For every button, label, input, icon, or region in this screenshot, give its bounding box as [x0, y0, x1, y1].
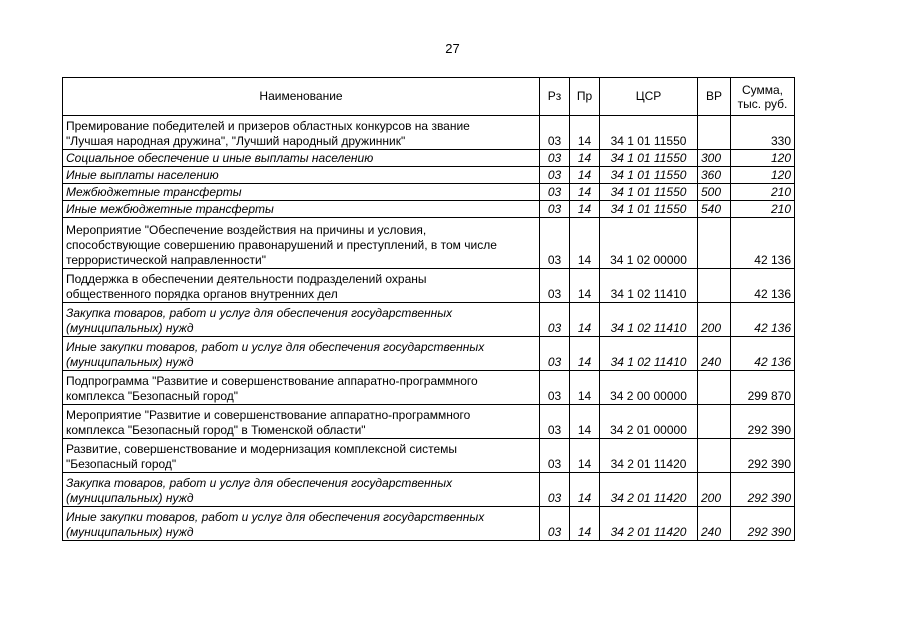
row-name-text: Развитие, совершенствование и модернизация комплексной системы "Безопасный город"	[66, 442, 458, 471]
row-sum-cell: 42 136	[731, 218, 795, 269]
row-sum-cell: 210	[731, 184, 795, 201]
table-row	[63, 303, 795, 337]
row-csr-cell: 34 1 01 11550	[600, 201, 698, 218]
table-row	[63, 167, 795, 184]
row-vr-cell	[698, 218, 731, 269]
row-vr-cell: 540	[698, 201, 731, 218]
row-csr-cell: 34 1 01 11550	[600, 150, 698, 167]
row-name-cell	[63, 201, 540, 218]
row-name-text: Премирование победителей и призеров областных конкурсов на звание "Лучшая народная дружина", "Лучший народный дружинник"	[66, 119, 470, 148]
table-row	[63, 116, 795, 150]
row-vr-cell: 240	[698, 507, 731, 541]
row-sum-cell: 120	[731, 150, 795, 167]
row-csr-cell: 34 1 01 11550	[600, 116, 698, 150]
row-vr-cell: 200	[698, 303, 731, 337]
table-header-row	[63, 78, 795, 116]
row-name-cell	[63, 337, 540, 371]
row-csr-cell: 34 1 02 11410	[600, 269, 698, 303]
row-csr-cell: 34 2 00 00000	[600, 371, 698, 405]
row-sum-cell: 299 870	[731, 371, 795, 405]
table-row	[63, 473, 795, 507]
row-name-text: Иные выплаты населению	[66, 168, 219, 182]
row-rz-cell: 03	[540, 337, 570, 371]
table-row	[63, 218, 795, 269]
row-pr-cell: 14	[570, 269, 600, 303]
row-rz-cell: 03	[540, 269, 570, 303]
table-body	[63, 116, 795, 541]
row-name-cell	[63, 269, 540, 303]
row-name-cell	[63, 116, 540, 150]
row-csr-cell: 34 1 01 11550	[600, 184, 698, 201]
row-vr-cell: 200	[698, 473, 731, 507]
table-row	[63, 439, 795, 473]
row-name-text: Иные закупки товаров, работ и услуг для обеспечения государственных (муниципальных) нужд	[66, 510, 485, 539]
row-csr-cell: 34 1 02 00000	[600, 218, 698, 269]
row-rz-cell: 03	[540, 150, 570, 167]
row-name-text: Закупка товаров, работ и услуг для обеспечения государственных (муниципальных) нужд	[66, 476, 453, 505]
row-name-cell	[63, 218, 540, 269]
row-name-cell	[63, 150, 540, 167]
row-name-text: Закупка товаров, работ и услуг для обеспечения государственных (муниципальных) нужд	[66, 306, 453, 335]
row-rz-cell: 03	[540, 218, 570, 269]
row-name-cell	[63, 405, 540, 439]
row-csr-cell: 34 2 01 11420	[600, 439, 698, 473]
header-pr: Пр	[570, 78, 600, 116]
row-sum-cell: 292 390	[731, 507, 795, 541]
row-rz-cell: 03	[540, 439, 570, 473]
table-row	[63, 201, 795, 218]
row-pr-cell: 14	[570, 218, 600, 269]
table-row	[63, 371, 795, 405]
table-row	[63, 507, 795, 541]
row-vr-cell: 240	[698, 337, 731, 371]
row-vr-cell	[698, 439, 731, 473]
row-name-cell	[63, 303, 540, 337]
header-name: Наименование	[63, 78, 540, 116]
budget-table	[62, 77, 795, 541]
row-sum-cell: 292 390	[731, 439, 795, 473]
header-rz: Рз	[540, 78, 570, 116]
row-sum-cell: 292 390	[731, 405, 795, 439]
row-rz-cell: 03	[540, 371, 570, 405]
table-row	[63, 405, 795, 439]
row-name-text: Поддержка в обеспечении деятельности подразделений охраны общественного порядка органов внутренних дел	[66, 272, 427, 301]
row-rz-cell: 03	[540, 473, 570, 507]
row-vr-cell	[698, 405, 731, 439]
row-csr-cell: 34 1 02 11410	[600, 303, 698, 337]
row-sum-cell: 292 390	[731, 473, 795, 507]
row-vr-cell	[698, 371, 731, 405]
row-pr-cell: 14	[570, 439, 600, 473]
row-pr-cell: 14	[570, 303, 600, 337]
header-csr: ЦСР	[600, 78, 698, 116]
row-csr-cell: 34 2 01 11420	[600, 507, 698, 541]
row-sum-cell: 210	[731, 201, 795, 218]
row-name-cell	[63, 184, 540, 201]
row-name-text: Подпрограмма "Развитие и совершенствование аппаратно-программного комплекса "Безопасный город"	[66, 374, 478, 403]
row-name-text: Межбюджетные трансферты	[66, 185, 242, 199]
row-sum-cell: 120	[731, 167, 795, 184]
table-row	[63, 269, 795, 303]
row-pr-cell: 14	[570, 507, 600, 541]
row-name-text: Социальное обеспечение и иные выплаты населению	[66, 151, 374, 165]
header-sum: Сумма, тыс. руб.	[731, 78, 795, 116]
row-csr-cell: 34 1 02 11410	[600, 337, 698, 371]
row-csr-cell: 34 2 01 11420	[600, 473, 698, 507]
row-csr-cell: 34 2 01 00000	[600, 405, 698, 439]
row-vr-cell: 360	[698, 167, 731, 184]
page-number: 27	[445, 41, 460, 56]
row-pr-cell: 14	[570, 150, 600, 167]
row-name-cell	[63, 507, 540, 541]
row-vr-cell: 500	[698, 184, 731, 201]
row-pr-cell: 14	[570, 473, 600, 507]
row-pr-cell: 14	[570, 116, 600, 150]
row-rz-cell: 03	[540, 303, 570, 337]
row-name-cell	[63, 473, 540, 507]
row-sum-cell: 330	[731, 116, 795, 150]
row-vr-cell	[698, 116, 731, 150]
row-rz-cell: 03	[540, 184, 570, 201]
table-row	[63, 337, 795, 371]
row-name-cell	[63, 439, 540, 473]
row-rz-cell: 03	[540, 167, 570, 184]
row-sum-cell: 42 136	[731, 337, 795, 371]
row-sum-cell: 42 136	[731, 303, 795, 337]
row-csr-cell: 34 1 01 11550	[600, 167, 698, 184]
row-sum-cell: 42 136	[731, 269, 795, 303]
row-name-text: Мероприятие "Обеспечение воздействия на причины и условия, способствующие совершению правонарушений и преступлений, в том числе террористической направленности"	[66, 223, 497, 267]
row-pr-cell: 14	[570, 337, 600, 371]
header-vr: ВР	[698, 78, 731, 116]
row-vr-cell	[698, 269, 731, 303]
row-rz-cell: 03	[540, 507, 570, 541]
table-row	[63, 184, 795, 201]
row-rz-cell: 03	[540, 201, 570, 218]
table-row	[63, 150, 795, 167]
row-rz-cell: 03	[540, 116, 570, 150]
row-pr-cell: 14	[570, 405, 600, 439]
row-vr-cell: 300	[698, 150, 731, 167]
row-rz-cell: 03	[540, 405, 570, 439]
row-pr-cell: 14	[570, 184, 600, 201]
row-pr-cell: 14	[570, 371, 600, 405]
row-pr-cell: 14	[570, 167, 600, 184]
row-pr-cell: 14	[570, 201, 600, 218]
row-name-text: Иные межбюджетные трансферты	[66, 202, 274, 216]
row-name-cell	[63, 167, 540, 184]
row-name-cell	[63, 371, 540, 405]
row-name-text: Иные закупки товаров, работ и услуг для обеспечения государственных (муниципальных) нужд	[66, 340, 485, 369]
row-name-text: Мероприятие "Развитие и совершенствование аппаратно-программного комплекса "Безопасный город" в Тюменской области"	[66, 408, 471, 437]
